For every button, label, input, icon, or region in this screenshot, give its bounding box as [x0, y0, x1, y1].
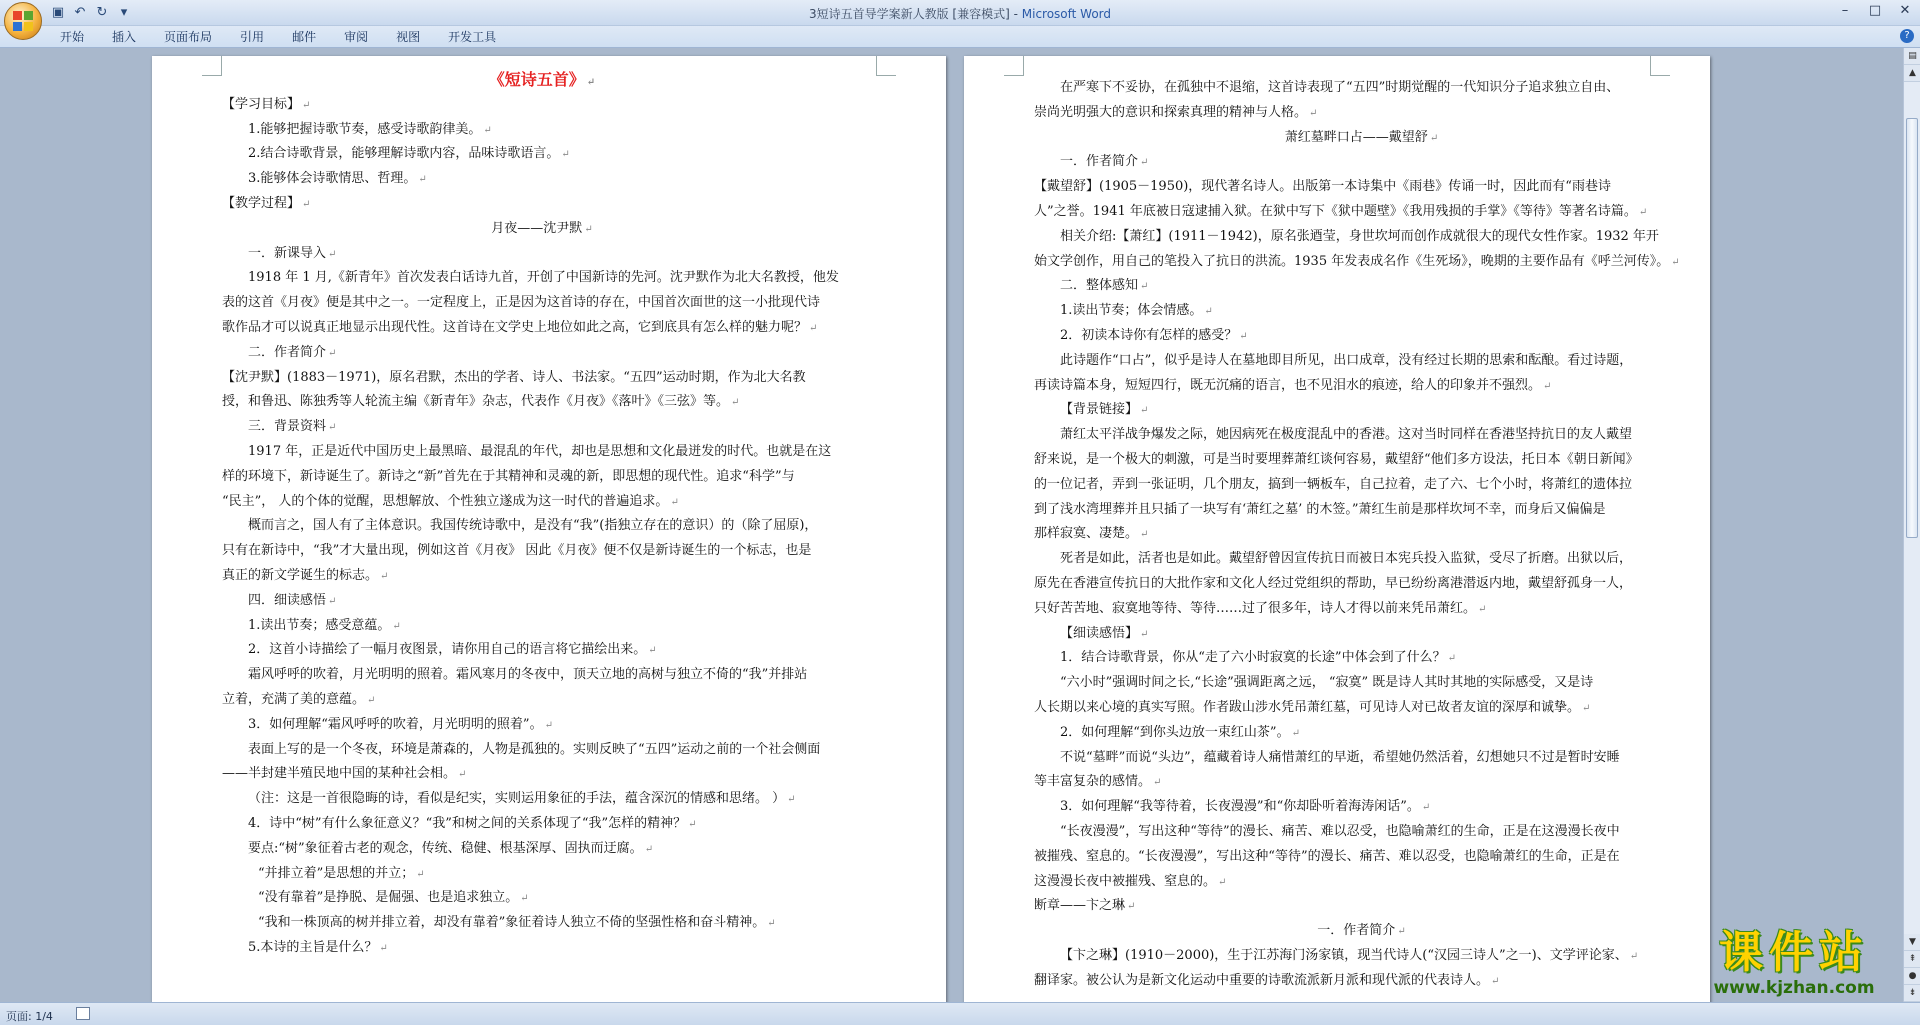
document-line: [1034, 225, 1689, 250]
document-line: [222, 142, 862, 167]
paragraph-mark-icon: ↵: [670, 496, 679, 508]
document-line: [222, 465, 862, 490]
office-button[interactable]: [4, 2, 42, 40]
scroll-down-icon[interactable]: ▼: [1904, 934, 1920, 951]
paragraph-mark-icon: ↵: [1582, 702, 1591, 714]
paragraph-mark-icon: ↵: [1478, 603, 1487, 615]
line-text: 3．如何理解“霜风呼呼的吹着，月光明明的照着”。: [248, 716, 543, 732]
line-text: 到了浅水湾埋葬并且只插了一块写有‘萧红之墓’ 的木签。”萧红生前是那样坎坷不幸，而身后又偏偏是: [1034, 501, 1606, 517]
office-logo-icon: [13, 11, 33, 31]
line-text: 这漫漫长夜中被摧残、窒息的。: [1034, 873, 1217, 889]
line-text: 断章——卞之琳: [1034, 898, 1126, 914]
document-line: [222, 614, 862, 639]
paragraph-mark-icon: ↵: [379, 942, 388, 954]
paragraph-mark-icon: ↵: [767, 918, 776, 930]
document-line: [1034, 473, 1689, 498]
line-text: 此诗题作“口占”，似乎是诗人在墓地即目所见，出口成章，没有经过长期的思索和酝酿。看过诗题，: [1060, 352, 1633, 368]
document-line: [1034, 572, 1689, 597]
document-line: [1034, 721, 1689, 746]
document-line: [222, 266, 862, 291]
watermark-url: www.kjzhan.com: [1713, 978, 1875, 998]
line-text: 四．细读感悟: [248, 592, 327, 608]
tab-mailings[interactable]: 邮件: [292, 30, 317, 44]
document-line: [222, 911, 862, 936]
line-text: 【背景链接】: [1060, 402, 1139, 418]
line-text: 【戴望舒】(1905－1950)，现代著名诗人。出版第一本诗集中《雨巷》传诵一时，因此而有“雨巷诗: [1034, 179, 1611, 195]
line-text: 相关介绍:【萧红】(1911－1942)，原名张逎莹，身世坎坷而创作成就很大的现代女性作家。1932 年开: [1060, 228, 1659, 244]
vertical-scrollbar[interactable]: [1903, 48, 1920, 1002]
paragraph-mark-icon: ↵: [648, 645, 657, 657]
line-text: 霜风呼呼的吹着，月光明明的照着。霜风寒月的冬夜中，顶天立地的高树与独立不倚的“我”并排站: [248, 667, 808, 683]
document-line: [222, 837, 862, 862]
line-text: 不说“墓畔”而说“头边”，蕴藏着诗人痛惜萧红的早逝，希望她仍然活着，幻想她只不过是暂时安睡: [1060, 749, 1620, 765]
line-text: 舒来说，是一个极大的刺激，可是当时要埋葬萧红谈何容易，戴望舒“他们多方设法，托日本《朝日新闻》: [1034, 451, 1639, 467]
document-line: [1034, 820, 1689, 845]
line-text: 1918 年 1 月,《新青年》首次发表白话诗九首，开创了中国新诗的先河。沈尹默作为北大名教授，他发: [248, 270, 839, 286]
document-line: [1034, 894, 1689, 919]
document-line: [1034, 448, 1689, 473]
line-text: 要点:“树”象征着古老的观念，传统、稳健、根基深厚、固执而迂腐。: [248, 840, 643, 856]
document-line: [1034, 746, 1689, 771]
document-line: [222, 787, 862, 812]
scroll-thumb[interactable]: [1906, 118, 1918, 538]
document-line: [222, 341, 862, 366]
document-line: [222, 862, 862, 887]
line-text: 【卞之琳】(1910－2000)，生于江苏海门汤家镇，现当代诗人(“汉园三诗人”之一)、文学评论家、: [1060, 947, 1628, 963]
paragraph-mark-icon: ↵: [1543, 380, 1552, 392]
paragraph-mark-icon: ↵: [458, 769, 467, 781]
page-content-right: [1034, 76, 1689, 993]
next-page-icon[interactable]: ⇟: [1904, 985, 1920, 1002]
paragraph-mark-icon: ↵: [561, 149, 570, 161]
paragraph-mark-icon: ↵: [1140, 157, 1149, 169]
line-text: 被摧残、窒息的。“长夜漫漫”，写出这种“等待”的漫长、痛苦、难以忍受，也隐喻萧红的生命，正是在: [1034, 848, 1620, 864]
tab-references[interactable]: 引用: [240, 30, 265, 44]
crop-mark: [1004, 56, 1024, 76]
document-line: [1034, 150, 1689, 175]
line-text: 【沈尹默】(1883－1971)，原名君默，杰出的学者、诗人、书法家。“五四”运动时期，作为北大名教: [222, 369, 806, 385]
minimize-icon[interactable]: –: [1841, 2, 1849, 18]
line-text: 1.能够把握诗歌节奏，感受诗歌韵律美。: [248, 121, 482, 137]
customize-qat-icon[interactable]: ▾: [120, 4, 128, 20]
line-text: 5.本诗的主旨是什么？: [248, 939, 378, 955]
document-line: [1034, 498, 1689, 523]
scroll-up-icon[interactable]: ▲: [1904, 65, 1920, 82]
line-text: 样的环境下，新诗诞生了。新诗之“新”首先在于其精神和灵魂的新，即思想的现代性。追求“科学”与: [222, 468, 795, 484]
line-text: 4．诗中“树”有什么象征意义？“我”和树之间的关系体现了“我”怎样的精神？: [248, 815, 687, 831]
paragraph-mark-icon: ↵: [416, 868, 425, 880]
document-line: [222, 688, 862, 713]
document-line: [222, 936, 862, 961]
line-text: 人”之誉。1941 年底被日寇逮捕入狱。在狱中写下《狱中题壁》《我用残损的手掌》《等待》等著名诗篇。: [1034, 203, 1637, 219]
paragraph-mark-icon: ↵: [1638, 206, 1648, 218]
paragraph-mark-icon: ↵: [809, 322, 818, 334]
document-area[interactable]: [0, 48, 1903, 1002]
document-line: [1034, 398, 1689, 423]
line-text: “并排立着”是思想的并立；: [258, 865, 415, 881]
document-line: [222, 118, 862, 143]
line-text: 一．新课导入: [248, 245, 327, 261]
document-line: [1034, 250, 1689, 275]
document-line: [1034, 349, 1689, 374]
document-line: [1034, 547, 1689, 572]
paragraph-mark-icon: ↵: [520, 893, 529, 905]
document-line: [222, 93, 862, 118]
line-text: 1．结合诗歌背景，你从“走了六小时寂寞的长途”中体会到了什么？: [1060, 650, 1446, 666]
paragraph-mark-icon: ↵: [1429, 132, 1439, 144]
line-text: 歌作品才可以说真正地显示出现代性。这首诗在文学史上地位如此之高，它到底具有怎么样的魅力呢？: [222, 319, 808, 335]
line-text: 二．作者简介: [248, 344, 327, 360]
crop-mark: [202, 56, 222, 76]
document-line: [1034, 795, 1689, 820]
line-text: 【教学过程】: [222, 195, 301, 211]
document-line: [1034, 76, 1689, 101]
paragraph-mark-icon: ↵: [1447, 653, 1456, 665]
document-line: [222, 812, 862, 837]
document-title: [222, 68, 862, 93]
line-text: 等丰富复杂的感情。: [1034, 774, 1152, 790]
paragraph-mark-icon: ↵: [586, 77, 596, 88]
line-text: 2．如何理解“到你头边放一束红山茶”。: [1060, 724, 1290, 740]
document-line: [1034, 200, 1689, 225]
paragraph-mark-icon: ↵: [1421, 802, 1431, 814]
document-line: [222, 440, 862, 465]
paragraph-mark-icon: ↵: [1491, 975, 1500, 987]
document-line: [222, 192, 862, 217]
redo-icon[interactable]: ↻: [96, 4, 108, 20]
line-text: 人长期以来心境的真实写照。作者跋山涉水凭吊萧红墓，可见诗人对已故者友谊的深厚和诚挚。: [1034, 699, 1581, 715]
ruler-toggle-icon[interactable]: ▤: [1904, 48, 1920, 65]
document-line: [222, 713, 862, 738]
paragraph-mark-icon: ↵: [1397, 926, 1406, 938]
document-line: [1034, 101, 1689, 126]
tab-review[interactable]: 审阅: [344, 30, 369, 44]
page-content-left: [222, 68, 862, 961]
paragraph-mark-icon: ↵: [584, 223, 593, 235]
paragraph-mark-icon: ↵: [483, 124, 492, 136]
app-name: Microsoft Word: [1021, 7, 1112, 21]
paragraph-mark-icon: ↵: [1309, 107, 1318, 119]
document-line: [1034, 622, 1689, 647]
paragraph-mark-icon: ↵: [1291, 727, 1300, 739]
line-text: 三．背景资料: [248, 419, 327, 435]
line-text: 只好苦苦地、寂寞地等待、等待……过了很多年，诗人才得以前来凭吊萧红。: [1034, 600, 1477, 616]
line-text: 表的这首《月夜》便是其中之一。一定程度上，正是因为这首诗的存在，中国首次面世的这一小批现代诗: [222, 295, 821, 311]
line-text: “我和一株顶高的树并排立着，却没有靠着”象征着诗人独立不倚的坚强性格和奋斗精神。: [258, 915, 766, 931]
paragraph-mark-icon: ↵: [380, 570, 389, 582]
paragraph-mark-icon: ↵: [1140, 405, 1149, 417]
line-text: 概而言之，国人有了主体意识。我国传统诗歌中，是没有“我”(指独立存在的意识）的（除了屈原)，: [248, 518, 818, 534]
document-line: [1034, 126, 1689, 151]
document-line: [1034, 870, 1689, 895]
paragraph-mark-icon: ↵: [328, 248, 337, 260]
line-text: 原先在香港宣传抗日的大批作家和文化人经过党组织的帮助，早已纷纷离港潜返内地，戴望舒孤身一人，: [1034, 575, 1633, 591]
line-text: 【学习目标】: [222, 96, 301, 112]
paragraph-mark-icon: ↵: [1140, 628, 1149, 640]
document-line: [1034, 324, 1689, 349]
line-text: 《短诗五首》: [488, 70, 585, 89]
line-text: 表面上写的是一个冬夜，环境是萧森的，人物是孤独的。实则反映了“五四”运动之前的一个社会侧面: [248, 741, 821, 757]
status-bar: [0, 1002, 1920, 1025]
line-text: 萧红太平洋战争爆发之际，她因病死在极度混乱中的香港。这对当时同样在香港坚持抗日的友人戴望: [1060, 427, 1633, 443]
paragraph-mark-icon: ↵: [328, 595, 337, 607]
line-text: 萧红墓畔口占——戴望舒: [1284, 129, 1428, 145]
window-controls: [1830, 0, 1920, 20]
line-text: 只有在新诗中，“我”才大量出现，例如这首《月夜》 因此《月夜》便不仅是新诗诞生的一个标志，也是: [222, 543, 812, 559]
document-line: [1034, 845, 1689, 870]
document-line: [222, 762, 862, 787]
document-line: [222, 415, 862, 440]
line-text: 3．如何理解“我等待着，长夜漫漫”和“你却卧听着海涛闲话”。: [1060, 799, 1420, 815]
line-text: 翻译家。被公认为是新文化运动中重要的诗歌流派新月派和现代派的代表诗人。: [1034, 972, 1490, 988]
line-text: 崇尚光明强大的意识和探索真理的精神与人格。: [1034, 104, 1308, 120]
document-line: [1034, 770, 1689, 795]
line-text: 再读诗篇本身，短短四行，既无沉痛的语言，也不见泪水的痕迹，给人的印象并不强烈。: [1034, 377, 1542, 393]
paragraph-mark-icon: ↵: [392, 620, 401, 632]
document-line: [1034, 944, 1689, 969]
paragraph-mark-icon: ↵: [1140, 529, 1149, 541]
line-text: 月夜——沈尹默: [491, 220, 583, 236]
line-text: 1.读出节奏；感受意蕴。: [248, 617, 391, 633]
document-line: [1034, 374, 1689, 399]
line-text: 3.能够体会诗歌情思、哲理。: [248, 171, 417, 187]
document-line: [222, 167, 862, 192]
window-title: [0, 5, 1920, 22]
line-text: 1.读出节奏；体会情感。: [1060, 303, 1203, 319]
paragraph-mark-icon: ↵: [1127, 901, 1136, 913]
line-text: 在严寒下不妥协，在孤独中不退缩，这首诗表现了“五四”时期觉醒的一代知识分子追求独立自由、: [1060, 80, 1620, 95]
tab-page-layout[interactable]: 页面布局: [164, 30, 213, 44]
help-icon[interactable]: ?: [1900, 29, 1914, 43]
document-line: [1034, 175, 1689, 200]
document-line: [222, 638, 862, 663]
select-browse-object-icon[interactable]: ●: [1904, 968, 1920, 985]
document-page-right[interactable]: [964, 56, 1710, 1002]
line-text: 那样寂寞、凄楚。: [1034, 526, 1139, 542]
tab-developer[interactable]: 开发工具: [448, 30, 497, 44]
paragraph-mark-icon: ↵: [1204, 306, 1213, 318]
tab-home[interactable]: 开始: [60, 30, 85, 44]
document-line: [222, 291, 862, 316]
line-text: 2.结合诗歌背景，能够理解诗歌内容，品味诗歌语言。: [248, 146, 560, 162]
document-line: [222, 738, 862, 763]
tab-view[interactable]: 视图: [396, 30, 421, 44]
line-text: 一．作者简介: [1317, 923, 1396, 939]
line-text: ——半封建半殖民地中国的某种社会相。: [222, 766, 457, 782]
document-line: [1034, 423, 1689, 448]
document-line: [222, 217, 862, 242]
document-line: [222, 316, 862, 341]
document-line: [1034, 919, 1689, 944]
paragraph-mark-icon: ↵: [302, 99, 311, 111]
paragraph-mark-icon: ↵: [787, 794, 796, 806]
paragraph-mark-icon: ↵: [1239, 330, 1248, 342]
document-line: [1034, 274, 1689, 299]
maximize-icon[interactable]: □: [1868, 2, 1882, 18]
line-text: 1917 年，正是近代中国历史上最黑暗、最混乱的年代，却也是思想和文化最迸发的时代。也就是在这: [248, 443, 832, 459]
document-line: [222, 886, 862, 911]
save-icon[interactable]: ▣: [51, 4, 65, 20]
document-title: 3短诗五首导学案新人教版 [兼容模式] -: [808, 7, 1022, 21]
line-text: “没有靠着”是挣脱、是倔强、也是追求独立。: [258, 890, 519, 906]
line-text: 【细读感悟】: [1060, 625, 1139, 641]
line-text: 二．整体感知: [1060, 278, 1139, 294]
paragraph-mark-icon: ↵: [1671, 256, 1680, 268]
page-count[interactable]: 页面: 1/4: [6, 1010, 53, 1023]
paragraph-mark-icon: ↵: [418, 174, 427, 186]
document-line: [1034, 969, 1689, 994]
watermark-logo: [1674, 928, 1914, 1000]
document-line: [1034, 646, 1689, 671]
proofing-icon[interactable]: [76, 1007, 90, 1020]
document-line: [1034, 597, 1689, 622]
document-line: [222, 539, 862, 564]
document-page-left[interactable]: [152, 56, 946, 1002]
line-text: 2．初读本诗你有怎样的感受？: [1060, 327, 1238, 343]
crop-mark: [876, 56, 896, 76]
document-line: [222, 242, 862, 267]
paragraph-mark-icon: ↵: [1140, 281, 1149, 293]
tab-insert[interactable]: 插入: [112, 30, 137, 44]
line-text: 始文学创作，用自己的笔投入了抗日的洪流。1935 年发表成名作《生死场》，晚期的主要作品有《呼兰河传》。: [1034, 253, 1670, 269]
document-line: [222, 589, 862, 614]
paragraph-mark-icon: ↵: [544, 719, 553, 731]
line-text: “长夜漫漫”，写出这种“等待”的漫长、痛苦、难以忍受，也隐喻萧红的生命，正是在这漫漫长夜中: [1060, 823, 1620, 839]
line-text: 死者是如此，活者也是如此。戴望舒曾因宣传抗日而被日本宪兵投入监狱，受尽了折磨。出狱以后，: [1060, 551, 1633, 567]
crop-mark: [1650, 56, 1670, 76]
document-line: [222, 564, 862, 589]
paragraph-mark-icon: ↵: [328, 422, 337, 434]
paragraph-mark-icon: ↵: [1218, 876, 1227, 888]
undo-icon[interactable]: ↶: [74, 4, 86, 20]
paragraph-mark-icon: ↵: [328, 347, 337, 359]
document-line: [222, 390, 862, 415]
paragraph-mark-icon: ↵: [302, 198, 311, 210]
line-text: （注：这是一首很隐晦的诗，看似是纪实，实则运用象征的手法，蕴含深沉的情感和思绪。 ）: [248, 791, 786, 807]
document-line: [222, 663, 862, 688]
paragraph-mark-icon: ↵: [688, 818, 697, 830]
line-text: 一．作者简介: [1060, 154, 1139, 170]
line-text: “六小时”强调时间之长,“长途”强调距离之远， “寂寞” 既是诗人其时其地的实际感受，又是诗: [1060, 675, 1594, 691]
paragraph-mark-icon: ↵: [731, 397, 740, 409]
paragraph-mark-icon: ↵: [1153, 777, 1162, 789]
title-bar: [0, 0, 1920, 26]
document-line: [222, 366, 862, 391]
line-text: 2．这首小诗描绘了一幅月夜图景，请你用自己的语言将它描绘出来。: [248, 642, 647, 658]
watermark-title: 课件站: [1719, 927, 1869, 978]
previous-page-icon[interactable]: ⇞: [1904, 951, 1920, 968]
paragraph-mark-icon: ↵: [1629, 950, 1639, 962]
document-line: [1034, 299, 1689, 324]
line-text: “民主”， 人的个体的觉醒，思想解放、个性独立遂成为这一时代的普遍追求。: [222, 493, 669, 509]
document-line: [222, 490, 862, 515]
line-text: 真正的新文学诞生的标志。: [222, 567, 379, 583]
line-text: 授，和鲁迅、陈独秀等人轮流主编《新青年》杂志，代表作《月夜》《落叶》《三弦》等。: [222, 394, 730, 410]
ribbon: [0, 26, 1920, 48]
paragraph-mark-icon: ↵: [644, 843, 654, 855]
document-line: [1034, 671, 1689, 696]
paragraph-mark-icon: ↵: [367, 694, 376, 706]
document-line: [1034, 696, 1689, 721]
ribbon-tabs: [50, 29, 514, 45]
document-line: [1034, 522, 1689, 547]
close-icon[interactable]: ✕: [1899, 2, 1911, 18]
line-text: 立着，充满了美的意蕴。: [222, 691, 366, 707]
document-line: [222, 514, 862, 539]
line-text: 的一位记者，弄到一张证明，几个朋友，搞到一辆板车，自己拉着，走了六、七个小时，将萧红的遗体拉: [1034, 476, 1633, 492]
